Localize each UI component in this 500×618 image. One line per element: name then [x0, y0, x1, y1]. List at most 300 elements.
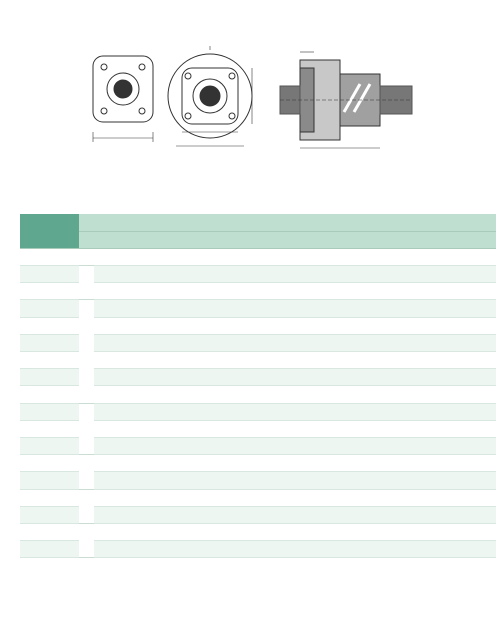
cell-n — [361, 489, 398, 506]
table-row — [20, 523, 496, 540]
cell-a — [161, 437, 183, 454]
cell-a — [161, 266, 183, 283]
cell-l — [204, 403, 226, 420]
cell-z — [316, 472, 338, 489]
cell-h — [249, 266, 271, 283]
model-cell — [20, 386, 79, 403]
cell-b — [183, 403, 203, 420]
cell-k — [469, 420, 496, 437]
column-header-x — [271, 231, 293, 248]
cell-n — [361, 437, 398, 454]
cell-a — [161, 334, 183, 351]
cell-n — [361, 352, 398, 369]
table-row — [20, 489, 496, 506]
table-row — [20, 266, 496, 283]
cell-z — [316, 523, 338, 540]
model-cell — [20, 334, 79, 351]
cell-q — [339, 420, 361, 437]
cell-l — [94, 386, 108, 403]
cell-h — [249, 420, 271, 437]
cell-da — [108, 386, 141, 403]
cell-w — [226, 403, 248, 420]
cell-k — [469, 437, 496, 454]
cell-x — [271, 455, 293, 472]
cell-l — [94, 420, 108, 437]
cell-d — [141, 248, 161, 265]
cell-x — [271, 472, 293, 489]
cell-coa — [433, 300, 470, 317]
column-header-h — [249, 231, 271, 248]
cell-x — [271, 403, 293, 420]
column-header-q — [339, 231, 361, 248]
cell-ca — [398, 283, 433, 300]
cell-da — [108, 403, 141, 420]
cell-k — [469, 506, 496, 523]
cell-coa — [433, 420, 470, 437]
cell-coa — [433, 248, 470, 265]
cell-coa — [433, 283, 470, 300]
cell-x — [271, 266, 293, 283]
cell-h — [249, 541, 271, 558]
d-cell — [79, 455, 93, 489]
nut-round-view — [168, 46, 252, 146]
cell-q — [339, 386, 361, 403]
cell-b — [183, 472, 203, 489]
cell-z — [316, 266, 338, 283]
cell-ca — [398, 266, 433, 283]
spec-table — [20, 214, 496, 558]
cell-a — [161, 300, 183, 317]
cell-l — [94, 455, 108, 472]
cell-q — [339, 334, 361, 351]
model-cell — [20, 283, 79, 300]
table-row — [20, 300, 496, 317]
cell-l — [94, 334, 108, 351]
cell-coa — [433, 403, 470, 420]
cell-coa — [433, 334, 470, 351]
column-header-l — [204, 231, 226, 248]
cell-z — [316, 317, 338, 334]
cell-k — [469, 455, 496, 472]
cell-q — [339, 455, 361, 472]
cell-l — [94, 317, 108, 334]
cell-a — [161, 403, 183, 420]
cell-l — [94, 523, 108, 540]
cell-ca — [398, 489, 433, 506]
cell-l — [94, 266, 108, 283]
cell-coa — [433, 386, 470, 403]
cell-n — [361, 403, 398, 420]
cell-y — [294, 283, 316, 300]
cell-l — [94, 283, 108, 300]
cell-h — [249, 506, 271, 523]
cell-da — [108, 437, 141, 454]
d-cell — [79, 403, 93, 455]
table-row — [20, 455, 496, 472]
cell-a — [161, 369, 183, 386]
cell-n — [361, 334, 398, 351]
cell-n — [361, 472, 398, 489]
column-header-n — [361, 231, 398, 248]
cell-da — [108, 317, 141, 334]
model-cell — [20, 300, 79, 317]
cell-x — [271, 317, 293, 334]
table-row — [20, 403, 496, 420]
d-cell — [79, 248, 93, 265]
cell-b — [183, 489, 203, 506]
cell-h — [249, 455, 271, 472]
cell-ca — [398, 523, 433, 540]
cell-a — [161, 248, 183, 265]
column-header-l — [94, 231, 108, 248]
cell-l — [94, 506, 108, 523]
model-cell — [20, 506, 79, 523]
cell-d — [141, 386, 161, 403]
cell-w — [226, 334, 248, 351]
cell-q — [339, 489, 361, 506]
cell-ca — [398, 352, 433, 369]
cell-da — [108, 300, 141, 317]
cell-h — [249, 352, 271, 369]
cell-h — [249, 386, 271, 403]
cell-w — [226, 420, 248, 437]
cell-l — [204, 369, 226, 386]
cell-ca — [398, 248, 433, 265]
cell-k — [469, 266, 496, 283]
cell-z — [316, 283, 338, 300]
cell-x — [271, 352, 293, 369]
cell-coa — [433, 266, 470, 283]
cell-x — [271, 283, 293, 300]
cell-h — [249, 437, 271, 454]
cell-d — [141, 489, 161, 506]
cell-y — [294, 420, 316, 437]
cell-k — [469, 334, 496, 351]
cell-w — [226, 472, 248, 489]
cell-b — [183, 283, 203, 300]
cell-b — [183, 317, 203, 334]
cell-w — [226, 455, 248, 472]
cell-y — [294, 541, 316, 558]
cell-da — [108, 420, 141, 437]
nut-square-view — [93, 56, 153, 142]
column-header-da — [108, 231, 141, 248]
cell-z — [316, 369, 338, 386]
cell-da — [108, 489, 141, 506]
cell-d — [141, 334, 161, 351]
footnote — [150, 601, 153, 612]
cell-ca — [398, 334, 433, 351]
cell-y — [294, 472, 316, 489]
left-helix-star-column — [0, 0, 20, 618]
cell-k — [469, 541, 496, 558]
cell-l — [204, 317, 226, 334]
cell-z — [316, 420, 338, 437]
d-cell — [79, 523, 93, 557]
cell-h — [249, 523, 271, 540]
cell-z — [316, 386, 338, 403]
cell-y — [294, 386, 316, 403]
cell-ca — [398, 506, 433, 523]
model-cell — [20, 369, 79, 386]
column-header-b — [183, 231, 203, 248]
cell-a — [161, 506, 183, 523]
cell-b — [183, 420, 203, 437]
cell-ca — [398, 472, 433, 489]
cell-l — [204, 248, 226, 265]
cell-y — [294, 300, 316, 317]
cell-y — [294, 369, 316, 386]
cell-x — [271, 523, 293, 540]
cell-n — [361, 455, 398, 472]
cell-q — [339, 369, 361, 386]
cell-a — [161, 283, 183, 300]
cell-da — [108, 352, 141, 369]
cell-q — [339, 403, 361, 420]
cell-w — [226, 369, 248, 386]
table-row — [20, 248, 496, 265]
cell-n — [361, 420, 398, 437]
cell-d — [141, 317, 161, 334]
cell-ca — [398, 317, 433, 334]
cell-l — [204, 541, 226, 558]
cell-l — [204, 472, 226, 489]
model-header — [20, 214, 79, 248]
cell-q — [339, 437, 361, 454]
cell-k — [469, 472, 496, 489]
cell-n — [361, 266, 398, 283]
cell-b — [183, 334, 203, 351]
cell-h — [249, 300, 271, 317]
cell-y — [294, 437, 316, 454]
title-bar — [0, 0, 500, 20]
technical-drawings — [0, 20, 500, 160]
cell-z — [316, 489, 338, 506]
cell-k — [469, 386, 496, 403]
cell-d — [141, 352, 161, 369]
cell-coa — [433, 352, 470, 369]
cell-w — [226, 506, 248, 523]
cell-x — [271, 420, 293, 437]
cell-q — [339, 472, 361, 489]
cell-h — [249, 283, 271, 300]
model-cell — [20, 317, 79, 334]
cell-y — [294, 248, 316, 265]
cell-da — [108, 541, 141, 558]
cell-l — [94, 300, 108, 317]
cell-l — [204, 420, 226, 437]
cell-a — [161, 352, 183, 369]
cell-h — [249, 248, 271, 265]
cell-da — [108, 523, 141, 540]
cell-y — [294, 506, 316, 523]
cell-y — [294, 455, 316, 472]
cell-n — [361, 369, 398, 386]
cell-w — [226, 266, 248, 283]
cell-ca — [398, 420, 433, 437]
cell-l — [204, 300, 226, 317]
cell-d — [141, 300, 161, 317]
cell-da — [108, 472, 141, 489]
cell-z — [316, 403, 338, 420]
cell-k — [469, 300, 496, 317]
cell-x — [271, 300, 293, 317]
cell-coa — [433, 489, 470, 506]
model-cell — [20, 266, 79, 283]
cell-h — [249, 317, 271, 334]
cell-h — [249, 489, 271, 506]
cell-l — [204, 386, 226, 403]
cell-coa — [433, 455, 470, 472]
cell-n — [361, 283, 398, 300]
cell-a — [161, 455, 183, 472]
cell-b — [183, 523, 203, 540]
cell-a — [161, 472, 183, 489]
cell-b — [183, 437, 203, 454]
cell-y — [294, 489, 316, 506]
cell-x — [271, 506, 293, 523]
cell-h — [249, 334, 271, 351]
cell-w — [226, 317, 248, 334]
cell-n — [361, 541, 398, 558]
cell-y — [294, 352, 316, 369]
cell-n — [361, 506, 398, 523]
cell-ca — [398, 541, 433, 558]
cell-w — [226, 283, 248, 300]
cell-q — [339, 541, 361, 558]
cell-l — [94, 472, 108, 489]
cell-l — [204, 489, 226, 506]
cell-ca — [398, 403, 433, 420]
cell-ca — [398, 455, 433, 472]
cell-coa — [433, 369, 470, 386]
cell-l — [204, 352, 226, 369]
cell-coa — [433, 523, 470, 540]
cell-z — [316, 437, 338, 454]
cell-n — [361, 248, 398, 265]
cell-z — [316, 506, 338, 523]
model-cell — [20, 248, 79, 265]
cell-b — [183, 248, 203, 265]
cell-q — [339, 523, 361, 540]
cell-w — [226, 352, 248, 369]
model-cell — [20, 541, 79, 558]
cell-da — [108, 455, 141, 472]
cell-ca — [398, 369, 433, 386]
cell-b — [183, 352, 203, 369]
cell-h — [249, 369, 271, 386]
dimensions-header — [79, 214, 496, 231]
cell-da — [108, 266, 141, 283]
cell-l — [204, 266, 226, 283]
cell-x — [271, 386, 293, 403]
model-cell — [20, 489, 79, 506]
cell-k — [469, 403, 496, 420]
cell-w — [226, 489, 248, 506]
cell-a — [161, 420, 183, 437]
cell-h — [249, 403, 271, 420]
cell-d — [141, 369, 161, 386]
cell-a — [161, 541, 183, 558]
cell-y — [294, 403, 316, 420]
cell-coa — [433, 437, 470, 454]
cell-y — [294, 334, 316, 351]
cell-d — [141, 437, 161, 454]
column-header-d — [141, 231, 161, 248]
d-cell — [79, 300, 93, 403]
cell-coa — [433, 506, 470, 523]
cell-k — [469, 352, 496, 369]
cell-x — [271, 369, 293, 386]
cell-l — [204, 455, 226, 472]
d-cell — [79, 489, 93, 523]
cell-b — [183, 455, 203, 472]
cell-q — [339, 300, 361, 317]
cell-l — [204, 283, 226, 300]
cell-y — [294, 523, 316, 540]
column-header-ca — [398, 231, 433, 248]
cell-b — [183, 266, 203, 283]
model-cell — [20, 455, 79, 472]
column-header-d — [79, 231, 93, 248]
cell-n — [361, 386, 398, 403]
cell-b — [183, 369, 203, 386]
cell-q — [339, 317, 361, 334]
cell-d — [141, 506, 161, 523]
cell-b — [183, 541, 203, 558]
cell-w — [226, 541, 248, 558]
cell-z — [316, 541, 338, 558]
cell-l — [94, 489, 108, 506]
cell-l — [94, 541, 108, 558]
cell-b — [183, 386, 203, 403]
cell-q — [339, 352, 361, 369]
column-header-y — [294, 231, 316, 248]
cell-k — [469, 317, 496, 334]
cell-da — [108, 283, 141, 300]
nut-side-view — [280, 52, 412, 148]
cell-z — [316, 352, 338, 369]
cell-n — [361, 523, 398, 540]
cell-a — [161, 489, 183, 506]
cell-z — [316, 300, 338, 317]
cell-k — [469, 523, 496, 540]
column-header-k — [469, 231, 496, 248]
cell-x — [271, 489, 293, 506]
cell-da — [108, 369, 141, 386]
column-header-w — [226, 231, 248, 248]
cell-x — [271, 437, 293, 454]
model-cell — [20, 352, 79, 369]
cell-h — [249, 472, 271, 489]
cell-z — [316, 455, 338, 472]
cell-l — [94, 248, 108, 265]
cell-l — [94, 437, 108, 454]
d-cell — [79, 266, 93, 300]
cell-l — [204, 523, 226, 540]
cell-w — [226, 248, 248, 265]
cell-q — [339, 248, 361, 265]
cell-x — [271, 541, 293, 558]
cell-a — [161, 386, 183, 403]
model-cell — [20, 523, 79, 540]
cell-b — [183, 506, 203, 523]
cell-l — [204, 506, 226, 523]
cell-a — [161, 317, 183, 334]
cell-d — [141, 403, 161, 420]
cell-d — [141, 420, 161, 437]
cell-ca — [398, 437, 433, 454]
